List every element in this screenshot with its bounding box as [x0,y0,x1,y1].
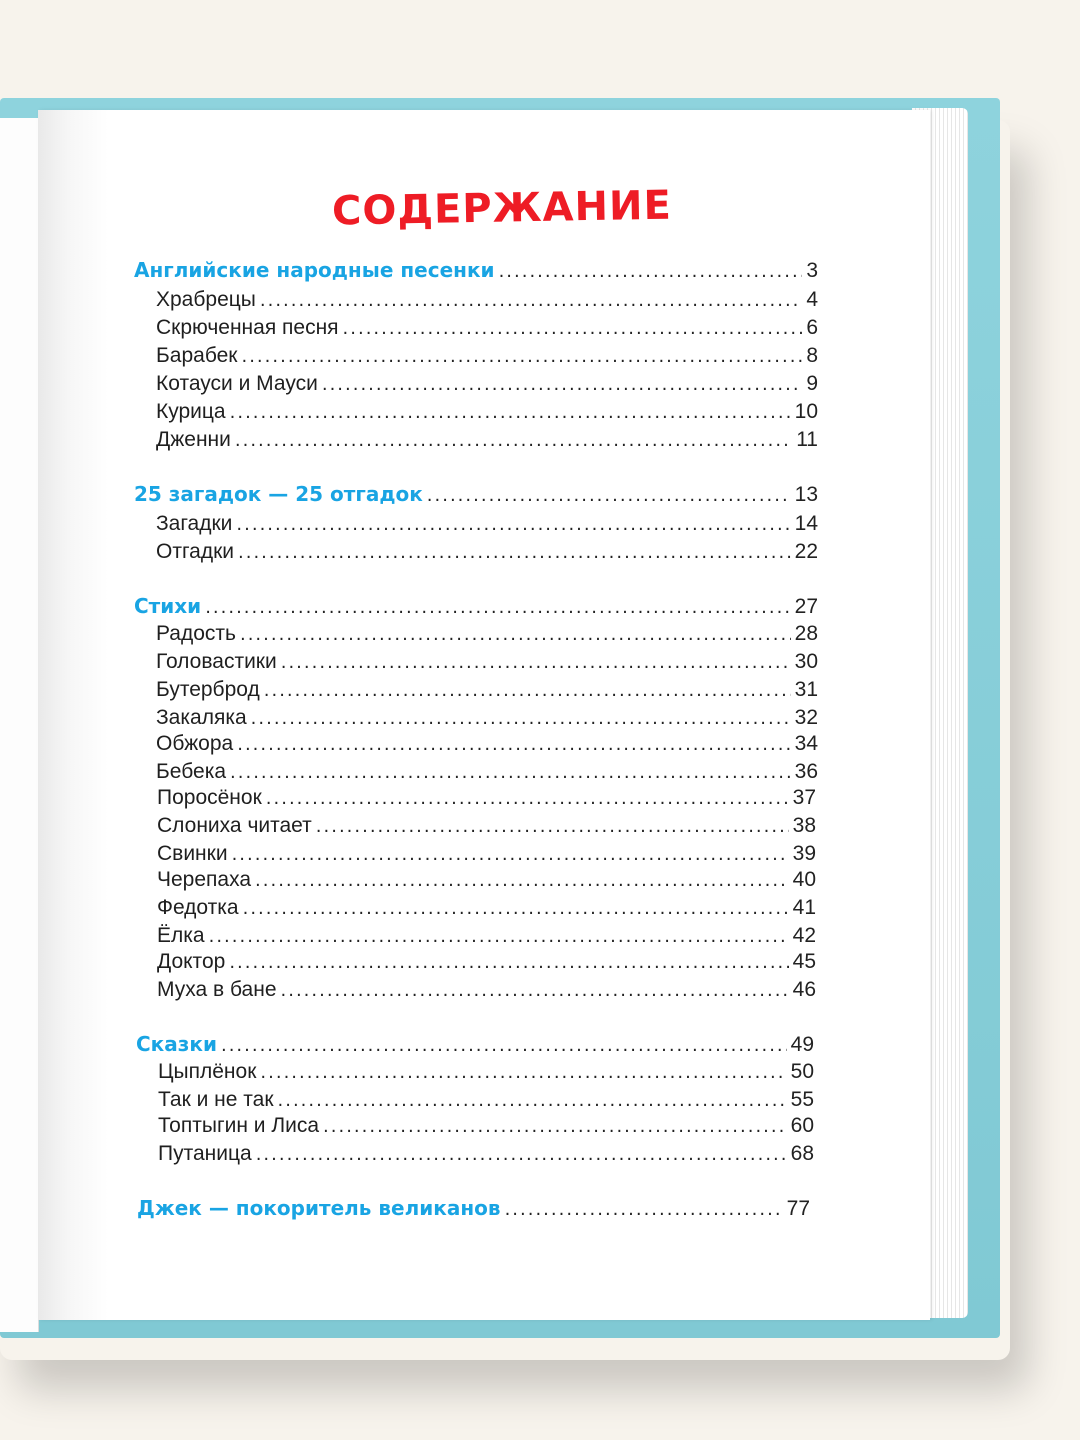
page-number: 10 [794,400,818,423]
item-title: Обжора [156,732,234,755]
dot-leader [209,926,789,947]
dot-leader [260,1062,786,1083]
toc-item[interactable] [156,678,818,702]
page-number: 14 [794,512,818,535]
dot-leader [264,680,791,701]
dot-leader [281,652,791,673]
dot-leader [205,597,790,618]
page-number: 38 [792,814,816,837]
item-title: Дженни [156,428,231,451]
toc-item[interactable] [158,1114,814,1138]
page-number: 41 [792,896,816,919]
item-title: Муха в бане [157,978,277,1001]
dot-leader [229,952,788,973]
page-number: 34 [794,732,818,755]
toc-item[interactable] [156,706,818,730]
dot-leader [260,290,802,311]
item-title: Доктор [157,950,226,973]
section-title: Английские народные песенки [134,258,495,282]
item-title: Барабек [156,344,238,367]
dot-leader [232,844,789,865]
toc-item[interactable] [157,814,816,838]
dot-leader [323,1116,787,1137]
page-title: СОДЕРЖАНИЕ [331,182,673,235]
section-title: Сказки [136,1032,217,1056]
page-number: 36 [794,760,818,783]
item-title: Закаляка [156,706,247,729]
toc-item[interactable] [156,512,818,536]
page-number: 6 [806,316,818,339]
page-number: 77 [786,1197,810,1220]
dot-leader [230,762,791,783]
toc-item[interactable] [157,868,816,892]
toc-section-0[interactable] [134,258,818,283]
page-number: 3 [806,259,818,282]
item-title: Федотка [157,896,239,919]
item-title: Слониха читает [157,814,312,837]
page-number: 32 [794,706,818,729]
dot-leader [427,485,791,506]
page-number: 13 [794,483,818,506]
item-title: Поросёнок [157,786,262,809]
item-title: Скрюченная песня [156,316,339,339]
dot-leader [235,430,792,451]
page-number: 9 [806,372,818,395]
page-number: 60 [790,1114,814,1137]
item-title: Цыплёнок [158,1060,257,1083]
page-number: 30 [794,650,818,673]
item-title: Путаница [158,1142,252,1165]
toc-item[interactable] [158,1060,814,1084]
page-number: 50 [790,1060,814,1083]
dot-leader [238,542,791,563]
toc-item[interactable] [156,316,818,340]
toc-item[interactable] [156,372,818,396]
dot-leader [281,980,789,1001]
dot-leader [230,402,791,423]
dot-leader [322,374,802,395]
dot-leader [251,708,791,729]
dot-leader [343,318,803,339]
item-title: Ёлка [157,924,205,947]
item-title: Загадки [156,512,233,535]
item-title: Так и не так [158,1088,274,1111]
toc-section-2[interactable] [134,594,818,619]
toc-item[interactable] [156,760,818,784]
page-number: 27 [794,595,818,618]
dot-leader [266,788,789,809]
page-number: 42 [792,924,816,947]
toc-section-1[interactable] [134,482,818,507]
dot-leader [241,346,802,367]
page-number: 4 [806,288,818,311]
page-number: 68 [790,1142,814,1165]
toc-item[interactable] [157,950,816,974]
item-title: Радость [156,622,236,645]
dot-leader [256,1144,787,1165]
toc-item[interactable] [156,622,818,646]
page-number: 37 [792,786,816,809]
toc-item[interactable] [157,842,816,866]
dot-leader [237,734,790,755]
item-title: Курица [156,400,226,423]
item-title: Свинки [157,842,228,865]
dot-leader [278,1090,787,1111]
page-number: 31 [794,678,818,701]
item-title: Бутерброд [156,678,260,701]
page-number: 40 [792,868,816,891]
item-title: Головастики [156,650,277,673]
toc-item[interactable] [156,400,818,424]
dot-leader [316,816,789,837]
section-title: 25 загадок — 25 отгадок [134,482,423,506]
dot-leader [499,261,803,282]
dot-leader [236,514,790,535]
dot-leader [505,1199,783,1220]
toc-item[interactable] [156,650,818,674]
page-number: 8 [806,344,818,367]
toc-item[interactable] [157,978,816,1002]
dot-leader [255,870,789,891]
toc-section-3[interactable] [136,1032,814,1057]
page-number: 49 [790,1033,814,1056]
item-title: Топтыгин и Лиса [158,1114,320,1137]
item-title: Котауси и Мауси [156,372,318,395]
page-number: 55 [790,1088,814,1111]
toc-section-4[interactable] [137,1196,810,1221]
toc-item[interactable] [157,924,816,948]
item-title: Бебека [156,760,227,783]
toc-item[interactable] [158,1142,814,1166]
page-number: 46 [792,978,816,1001]
page-number: 39 [792,842,816,865]
item-title: Черепаха [157,868,252,891]
section-title: Джек — покоритель великанов [137,1196,501,1220]
toc-item[interactable] [156,344,818,368]
page-number: 22 [794,540,818,563]
dot-leader [243,898,789,919]
toc-item[interactable] [156,288,818,312]
item-title: Отгадки [156,540,235,563]
toc-item[interactable] [158,1088,814,1112]
item-title: Храбрецы [156,288,256,311]
toc-item[interactable] [156,540,818,564]
page-number: 28 [794,622,818,645]
toc-item[interactable] [157,786,816,810]
section-title: Стихи [134,594,202,618]
toc-item[interactable] [157,896,816,920]
page-number: 45 [792,950,816,973]
toc-item[interactable] [156,428,818,452]
toc-item[interactable] [156,732,818,756]
page-number: 11 [796,428,818,451]
dot-leader [240,624,791,645]
dot-leader [221,1035,787,1056]
